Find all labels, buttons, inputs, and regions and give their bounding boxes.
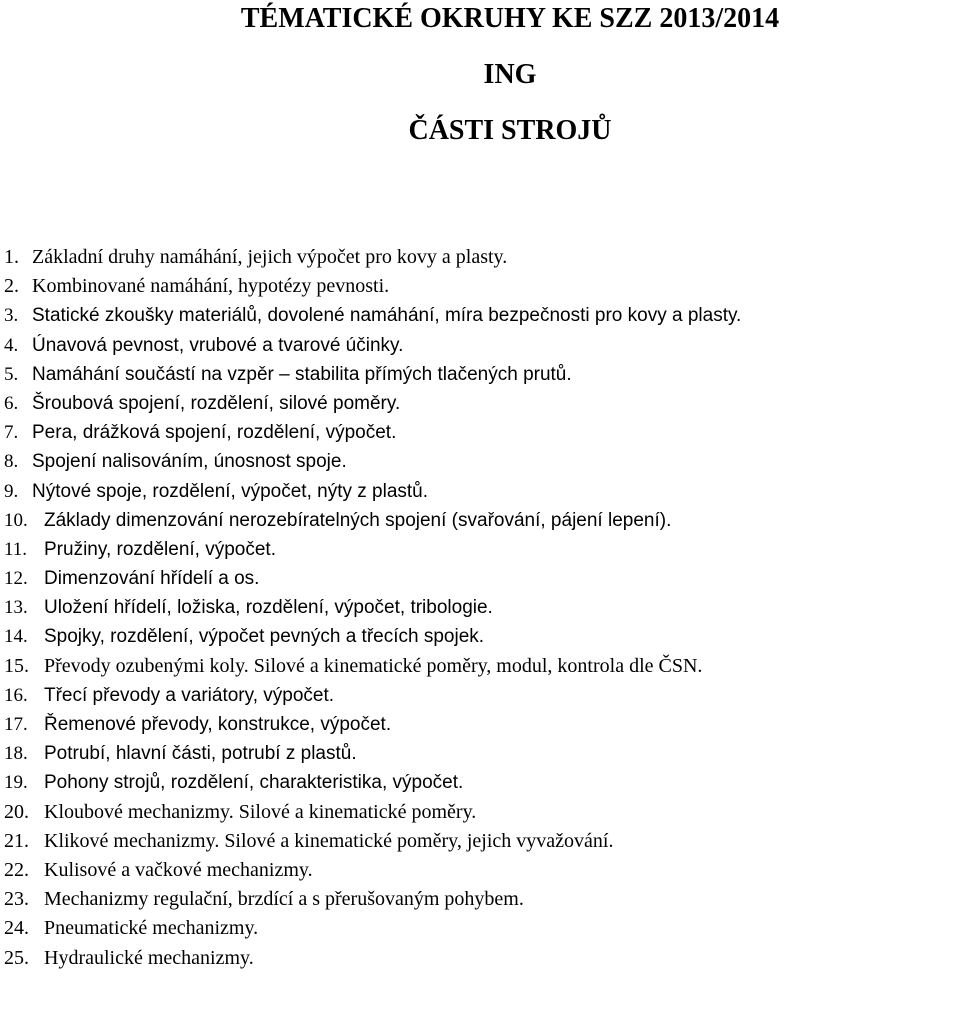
study-program-heading: ING xyxy=(483,59,537,90)
topic-text: Řemenové převody, konstrukce, výpočet. xyxy=(44,714,392,735)
topic-number: 12. xyxy=(4,568,28,590)
topic-number: 16. xyxy=(4,684,28,706)
topic-number: 15. xyxy=(4,654,29,677)
topic-item xyxy=(4,798,741,827)
topic-item xyxy=(4,331,741,360)
topic-text: Namáhání součástí na vzpěr – stabilita přímých tlačených prutů. xyxy=(32,363,572,385)
topic-text: Kloubové mechanizmy. Silové a kinematické poměry. xyxy=(44,800,477,823)
topic-number: 17. xyxy=(4,714,28,735)
topic-item xyxy=(4,681,741,710)
topic-number: 25. xyxy=(4,946,29,969)
topic-number: 7. xyxy=(4,422,19,444)
topic-text: Mechanizmy regulační, brzdící a s přerušovaným pohybem. xyxy=(44,888,524,911)
topic-number: 4. xyxy=(4,334,19,356)
topic-text: Pružiny, rozdělení, výpočet. xyxy=(44,538,276,560)
topic-number: 20. xyxy=(4,800,29,823)
topic-item xyxy=(4,768,741,797)
topic-text: Kombinované namáhání, hypotézy pevnosti. xyxy=(32,275,390,298)
topic-text: Dimenzování hřídelí a os. xyxy=(44,568,260,590)
topic-item xyxy=(4,389,741,418)
topic-list xyxy=(4,243,741,973)
topic-item xyxy=(4,506,741,535)
topic-number: 5. xyxy=(4,363,19,385)
topic-text: Nýtové spoje, rozdělení, výpočet, nýty z plastů. xyxy=(32,480,429,502)
topic-item xyxy=(4,564,741,593)
topic-item xyxy=(4,447,741,476)
topic-number: 11. xyxy=(4,538,28,560)
topic-text: Pera, drážková spojení, rozdělení, výpočet. xyxy=(32,422,397,444)
topic-item xyxy=(4,243,741,272)
topic-number: 2. xyxy=(4,275,19,298)
topic-item xyxy=(4,739,741,768)
topic-number: 22. xyxy=(4,858,29,881)
topic-item xyxy=(4,360,741,389)
topic-text: Třecí převody a variátory, výpočet. xyxy=(44,684,335,706)
topic-text: Spojky, rozdělení, výpočet pevných a třecích spojek. xyxy=(44,626,485,648)
topic-item xyxy=(4,535,741,564)
topic-text: Základní druhy namáhání, jejich výpočet pro kovy a plasty. xyxy=(32,246,508,268)
subject-heading: ČÁSTI STROJŮ xyxy=(408,115,612,146)
topic-number: 19. xyxy=(4,772,28,794)
topic-number: 8. xyxy=(4,451,19,473)
topic-text: Hydraulické mechanizmy. xyxy=(44,946,254,969)
topic-number: 21. xyxy=(4,829,29,852)
topic-item xyxy=(4,885,741,914)
topic-item xyxy=(4,827,741,856)
topic-text: Únavová pevnost, vrubové a tvarové účinky. xyxy=(32,334,404,356)
topic-item xyxy=(4,272,741,301)
topic-item xyxy=(4,914,741,943)
topic-number: 14. xyxy=(4,626,28,648)
topic-text: Statické zkoušky materiálů, dovolené namáhání, míra bezpečnosti pro kovy a plasty. xyxy=(32,305,742,327)
topic-item xyxy=(4,593,741,622)
topic-item xyxy=(4,622,741,651)
topic-number: 3. xyxy=(4,305,19,327)
topic-text: Pohony strojů, rozdělení, charakteristika, výpočet. xyxy=(44,772,464,794)
topic-number: 13. xyxy=(4,597,28,619)
topic-item xyxy=(4,418,741,447)
topic-text: Klikové mechanizmy. Silové a kinematické poměry, jejich vyvažování. xyxy=(44,829,614,852)
topic-item xyxy=(4,710,741,739)
topic-number: 18. xyxy=(4,743,28,765)
topic-text: Kulisové a vačkové mechanizmy. xyxy=(44,858,313,881)
topic-text: Šroubová spojení, rozdělení, silové poměry. xyxy=(32,392,401,414)
topic-text: Pneumatické mechanizmy. xyxy=(44,917,259,940)
topic-text: Spojení nalisováním, únosnost spoje. xyxy=(32,451,347,473)
topic-number: 10. xyxy=(4,509,28,531)
topic-item xyxy=(4,944,741,973)
topic-number: 23. xyxy=(4,888,29,911)
topic-text: Uložení hřídelí, ložiska, rozdělení, výpočet, tribologie. xyxy=(44,597,493,619)
document-title: TÉMATICKÉ OKRUHY KE SZZ 2013/2014 xyxy=(240,3,780,34)
topic-item xyxy=(4,301,741,330)
topic-text: Základy dimenzování nerozebíratelných spojení (svařování, pájení lepení). xyxy=(44,509,672,531)
topic-item xyxy=(4,477,741,506)
topic-item xyxy=(4,652,741,681)
topic-number: 6. xyxy=(4,392,19,414)
topic-number: 9. xyxy=(4,480,19,502)
topic-number: 1. xyxy=(4,246,19,268)
topic-text: Převody ozubenými koly. Silové a kinematické poměry, modul, kontrola dle ČSN. xyxy=(44,654,703,677)
topic-text: Potrubí, hlavní části, potrubí z plastů. xyxy=(44,743,357,765)
topic-item xyxy=(4,856,741,885)
topic-number: 24. xyxy=(4,917,29,940)
